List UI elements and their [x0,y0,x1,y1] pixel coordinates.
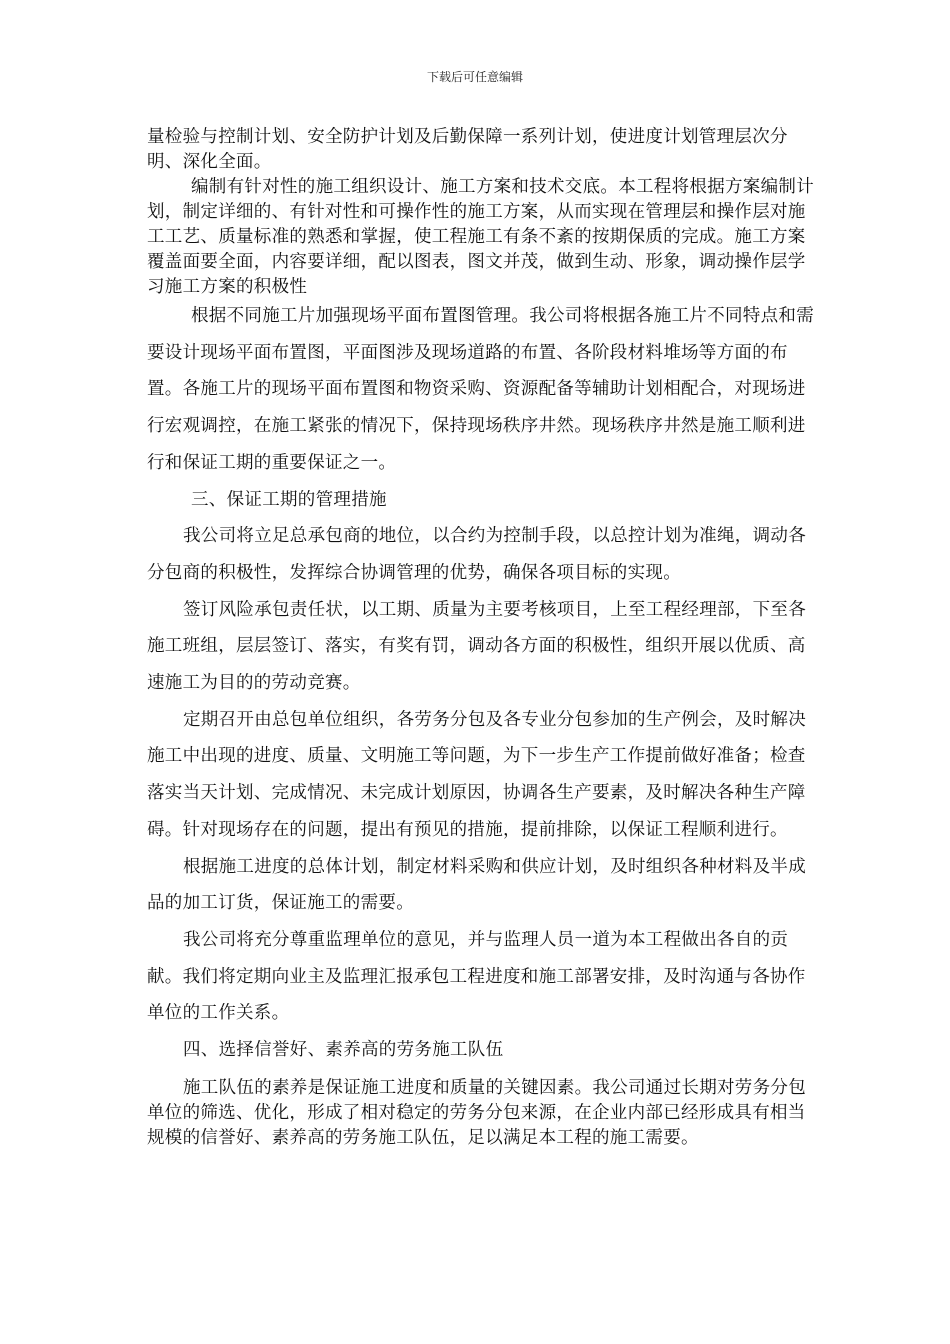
section-heading-4: 四、选择信誉好、素养高的劳务施工队伍 [183,1040,504,1061]
text-block-bottom [147,1076,815,1151]
paragraph-9: 施工队伍的素养是保证施工进度和质量的关键因素。我公司通过长期对劳务分包单位的筛选、优化，形成了相对稳定的劳务分包来源，在企业内部已经形成具有相当规模的信誉好、素养高的劳务施工队伍，足以满足本工程的施工需要。 [147,1078,806,1148]
paragraph-5: 签订风险承包责任状，以工期、质量为主要考核项目，上至工程经理部，下至各施工班组，层层签订、落实，有奖有罚，调动各方面的积极性，组织开展以优质、高速施工为目的的劳动竞赛。 [147,599,806,694]
paragraph-4: 我公司将立足总承包商的地位，以合约为控制手段，以总控计划为准绳，调动各分包商的积极性，发挥综合协调管理的优势，确保各项目标的实现。 [147,526,806,583]
text-block-middle [147,298,815,1069]
paragraph-3: 根据不同施工片加强现场平面布置图管理。我公司将根据各施工片不同特点和需要设计现场平面布置图，平面图涉及现场道路的布置、各阶段材料堆场等方面的布置。各施工片的现场平面布置图和物资采购、资源配备等辅助计划相配合，对现场进行宏观调控，在施工紧张的情况下，保持现场秩序井然。现场秩序井然是施工顺利进行和保证工期的重要保证之一。 [147,306,814,473]
section-heading-3: 三、保证工期的管理措施 [191,489,387,510]
paragraph-7: 根据施工进度的总体计划，制定材料采购和供应计划，及时组织各种材料及半成品的加工订货，保证施工的需要。 [147,856,806,914]
paragraph-8: 我公司将充分尊重监理单位的意见，并与监理人员一道为本工程做出各自的贡献。我们将定期向业主及监理汇报承包工程进度和施工部署安排，及时沟通与各协作单位的工作关系。 [147,929,806,1024]
page-header: 下载后可任意编辑 [426,70,523,84]
text-block-top [147,125,815,300]
paragraph-6: 定期召开由总包单位组织，各劳务分包及各专业分包参加的生产例会，及时解决施工中出现的进度、质量、文明施工等问题，为下一步生产工作提前做好准备；检查落实当天计划、完成情况、未完成计划原因，协调各生产要素，及时解决各种生产障碍。针对现场存在的问题，提出有预见的措施，提前排除，以保证工程顺利进行。 [147,709,806,840]
paragraph-2: 编制有针对性的施工组织设计、施工方案和技术交底。本工程将根据方案编制计划，制定详细的、有针对性和可操作性的施工方案，从而实现在管理层和操作层对施工工艺、质量标准的熟悉和掌握，使工程施工有条不紊的按期保质的完成。施工方案覆盖面要全面，内容要详细，配以图表，图文并茂，做到生动、形象，调动操作层学习施工方案的积极性 [147,177,814,297]
paragraph-1: 量检验与控制计划、安全防护计划及后勤保障一系列计划，使进度计划管理层次分明、深化全面。 [147,127,788,172]
